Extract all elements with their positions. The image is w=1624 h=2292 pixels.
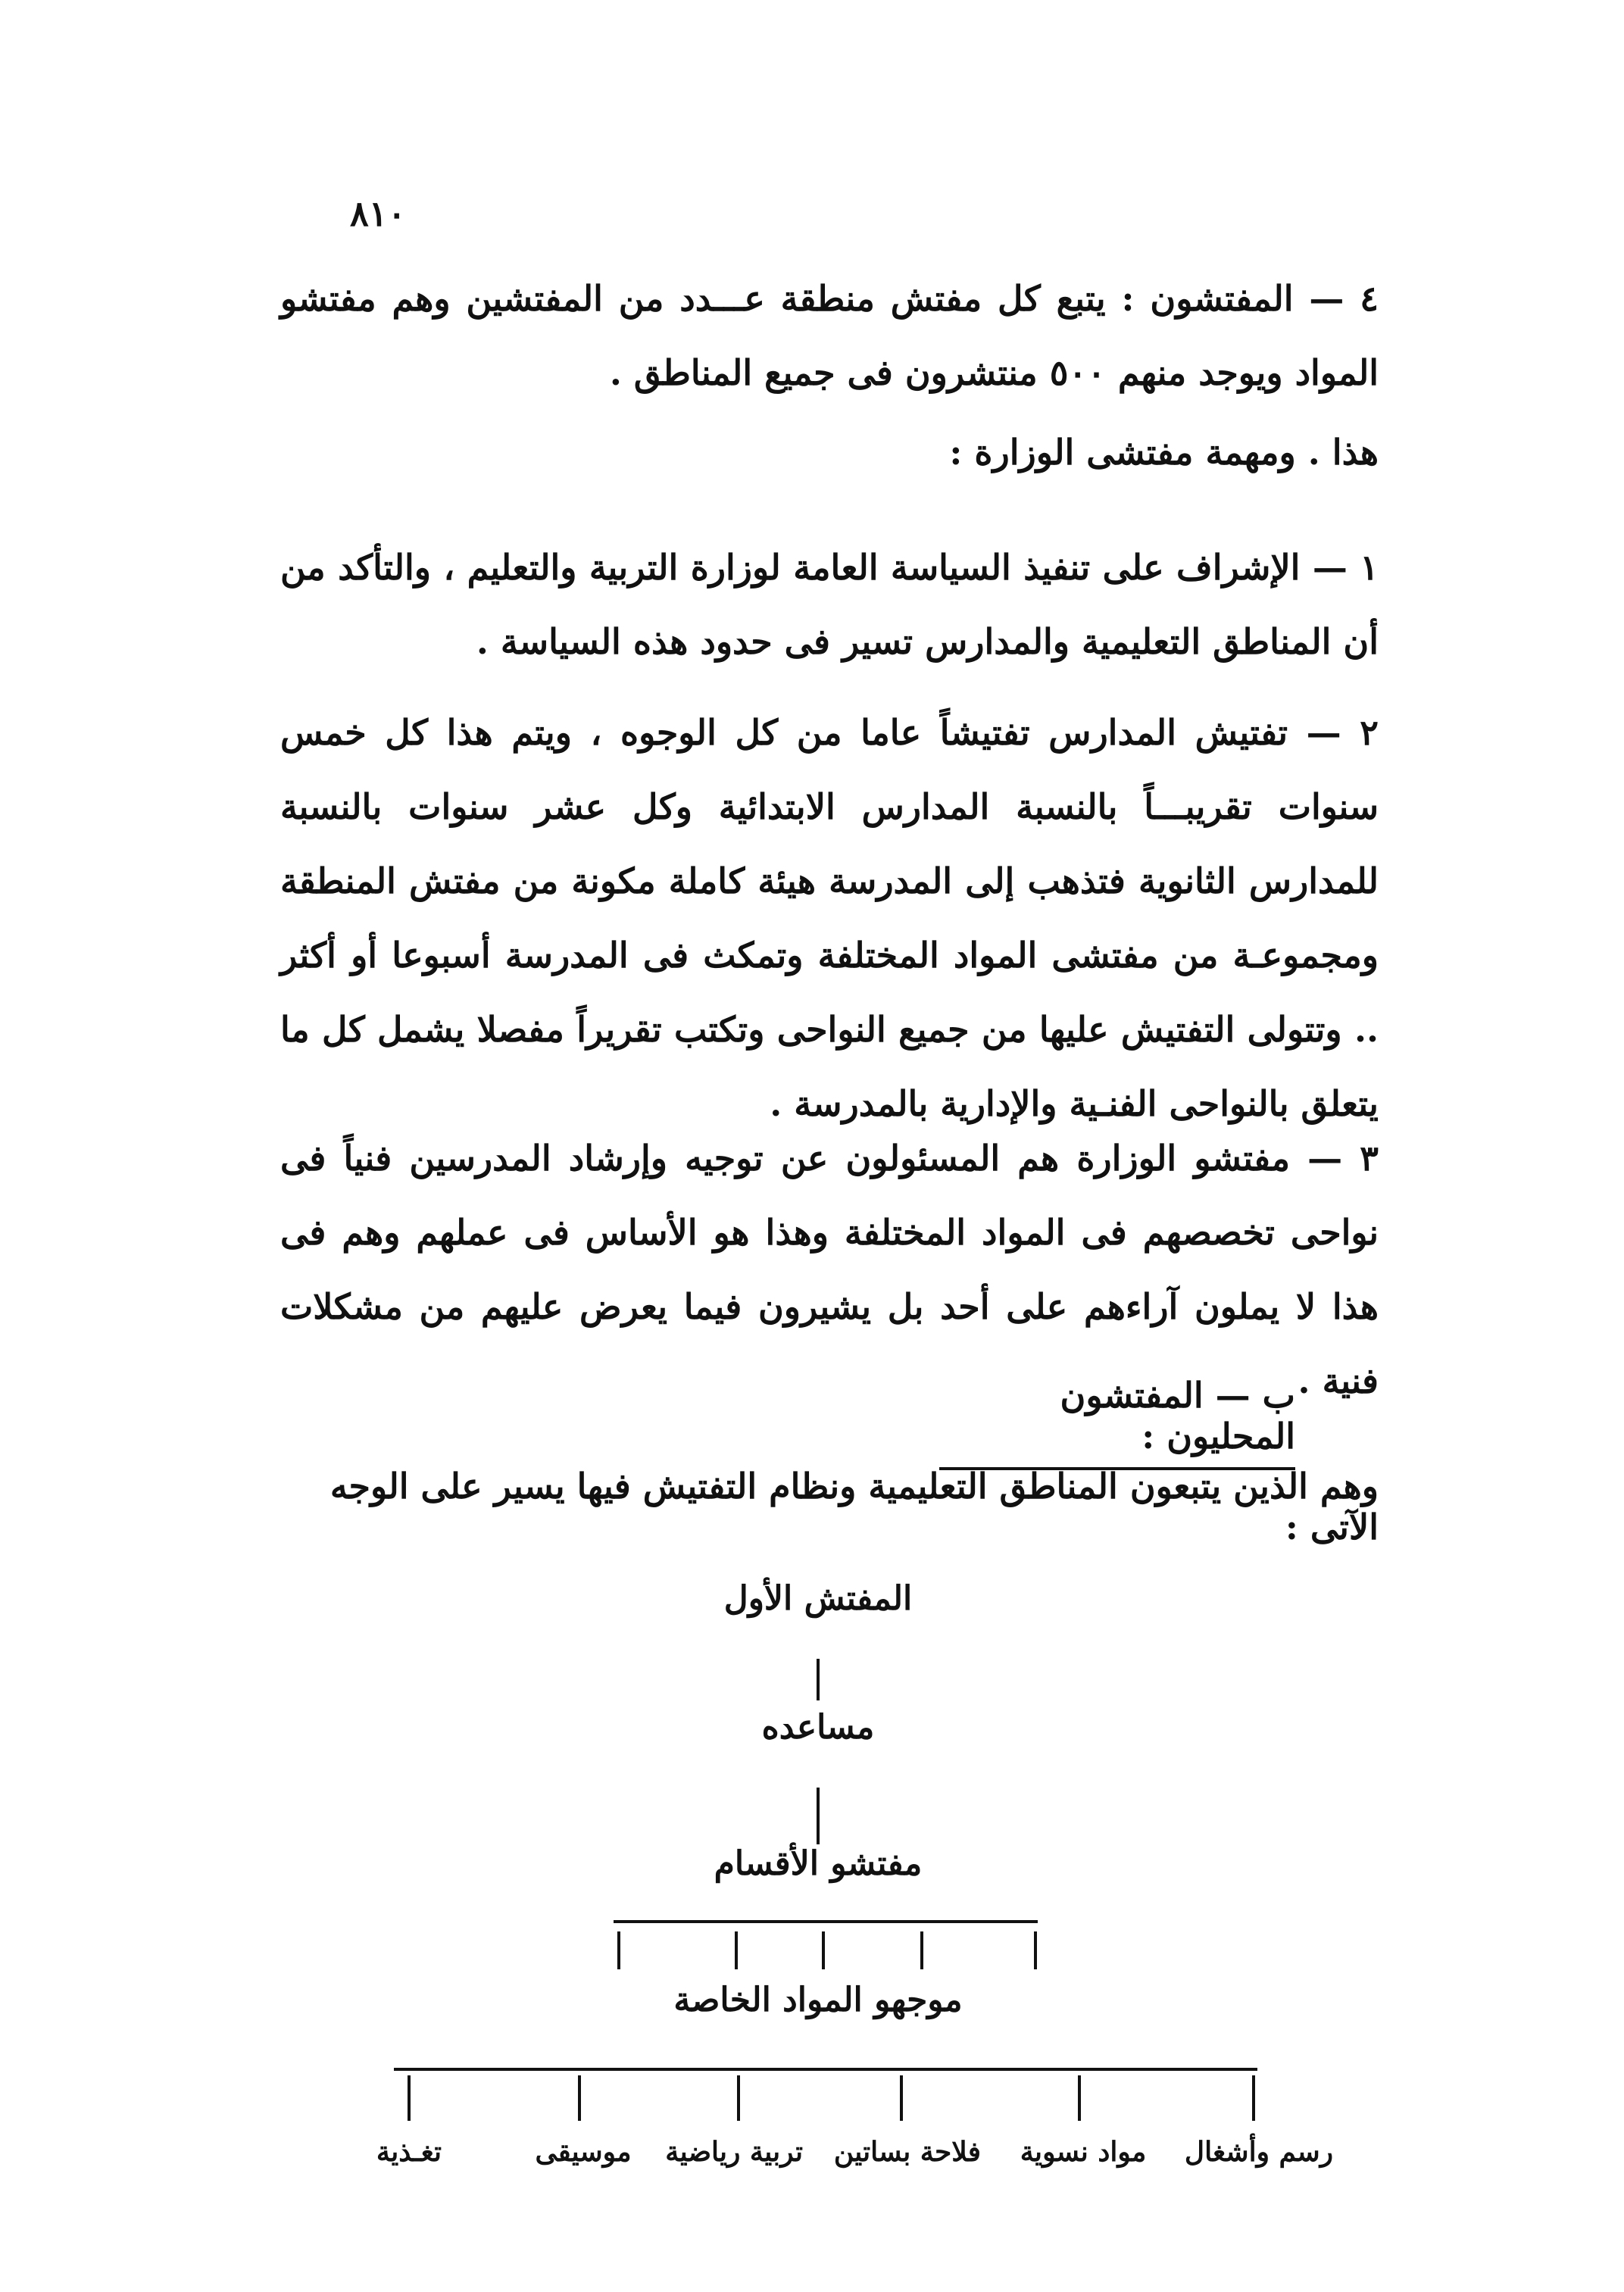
subject-music: موسيقى [535, 2136, 632, 2168]
org-connector [1078, 2075, 1081, 2121]
org-connector [817, 1659, 820, 1700]
org-subjects-line [394, 2068, 1257, 2071]
org-branch-line [614, 1920, 1038, 1923]
page-number: ٨١٠ [350, 193, 407, 234]
org-connector [1252, 2075, 1255, 2121]
subject-gardening: فلاحة بساتين [833, 2136, 981, 2168]
org-connector [735, 1931, 738, 1969]
local-inspectors-heading: ب — المفتشون المحليون : [939, 1375, 1295, 1470]
org-connector [817, 1788, 820, 1844]
org-connector [408, 2075, 411, 2121]
subject-physical-education: تربية رياضية [665, 2136, 803, 2168]
duty-item-3: ٣ — مفتشو الوزارة هم المسئولون عن توجيه وإرشاد المدرسين فنياً فى نواحى تخصصهم فى المواد المختلفة وهذا هو الأساس فى عملهم وهم فى هذا لا يملون آراءهم على أحد بل يشيرون فيما يعرض عليهم من مشكلات فنية . [280, 1138, 1379, 1401]
org-connector [1034, 1931, 1037, 1969]
org-chart [0, 1545, 1624, 2227]
org-connector [920, 1931, 923, 1969]
duty-item-1: ١ — الإشراف على تنفيذ السياسة العامة لوزارة التربية والتعليم ، والتأكد من أن المناطق التعليمية والمدارس تسير فى حدود هذه السياسة . [280, 547, 1379, 662]
org-connector [822, 1931, 825, 1969]
org-connector [900, 2075, 903, 2121]
org-node-subject-supervisors: موجهو المواد الخاصة [673, 1981, 963, 2019]
local-inspectors-intro: وهم الذين يتبعون المناطق التعليمية ونظام التفتيش فيها يسير على الوجه الآتى : [329, 1466, 1379, 1547]
section-4-paragraph: ٤ — المفتشون : يتبع كل مفتش منطقة عـــدد من المفتشين وهم مفتشو المواد ويوجد منهم ٥٠٠ منتشرون فى جميع المناطق . [280, 278, 1379, 393]
duties-intro: هذا . ومهمة مفتشى الوزارة : [949, 432, 1379, 473]
org-node-department-inspectors: مفتشو الأقسام [714, 1844, 923, 1883]
org-node-first-inspector: المفتش الأول [723, 1579, 913, 1618]
subject-nutrition: تغـذية [376, 2136, 442, 2168]
org-connector [737, 2075, 740, 2121]
duty-item-2: ٢ — تفتيش المدارس تفتيشاً عاما من كل الوجوه ، ويتم هذا كل خمس سنوات تقريبـــاً بالنسبة المدارس الابتدائية وكل عشر سنوات بالنسبة للمدارس الثانوية فتذهب إلى المدرسة هيئة كاملة مكونة من مفتش المنطقة ومجموعـة من مفتشى المواد المختلفة وتمكث فى المدرسة أسبوعا أو أكثر .. وتتولى التفتيش عليها من جميع النواحى وتكتب تقريراً مفصلا يشمل كل ما يتعلق بالنواحى الفنـية والإدارية بالمدرسة . [280, 712, 1379, 1124]
org-node-assistant: مساعده [761, 1708, 875, 1747]
org-connector [578, 2075, 581, 2121]
org-connector [617, 1931, 620, 1969]
subject-drawing-crafts: رسم وأشغال [1184, 2136, 1333, 2168]
subject-womens-studies: مواد نسوية [1020, 2136, 1147, 2168]
